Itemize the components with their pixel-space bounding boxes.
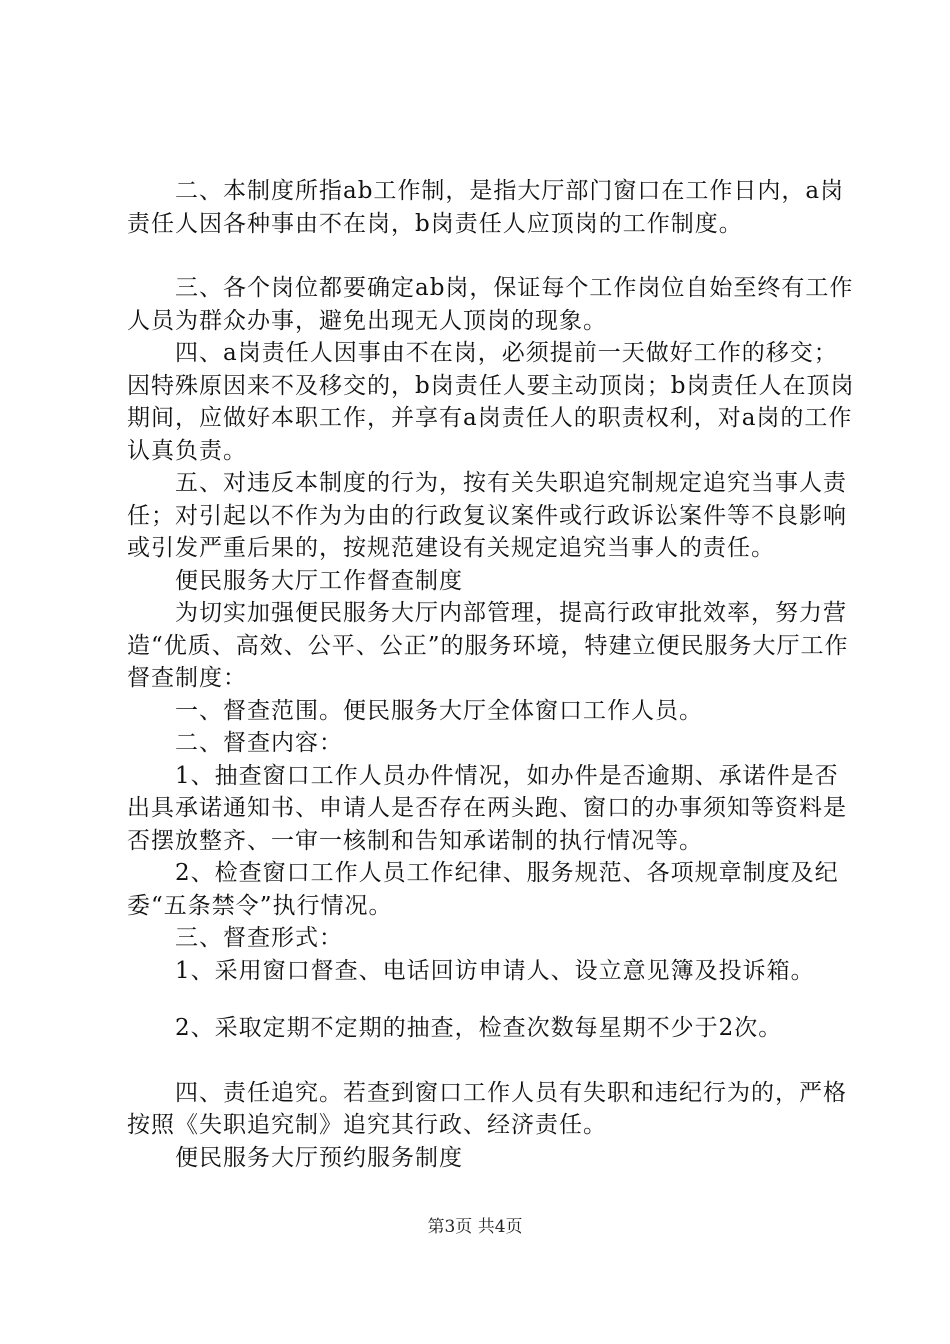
- paragraph-ab-work-system: 二、本制度所指ab工作制，是指大厅部门窗口在工作日内，a岗责任人因各种事由不在岗，b岗责任人应顶岗的工作制度。: [127, 178, 845, 237]
- paragraph-handover: 四、a岗责任人因事由不在岗，必须提前一天做好工作的移交；因特殊原因来不及移交的，b岗责任人要主动顶岗；b岗责任人在顶岗期间，应做好本职工作，并享有a岗责任人的职责权利，对a岗的工作认真负责。: [127, 340, 855, 464]
- paragraph-supervision-item-1: 1、抽查窗口工作人员办件情况，如办件是否逾期、承诺件是否出具承诺通知书、申请人是否存在两头跑、窗口的办事须知等资料是否摆放整齐、一审一核制和告知承诺制的执行情况等。: [127, 762, 847, 854]
- paragraph-supervision-item-2: 2、检查窗口工作人员工作纪律、服务规范、各项规章制度及纪委“五条禁令”执行情况。: [127, 860, 839, 919]
- paragraph-supervision-content-heading: 二、督查内容：: [127, 730, 343, 756]
- section-heading-appointment: 便民服务大厅预约服务制度: [127, 1144, 463, 1171]
- paragraph-form-item-1: 1、采用窗口督查、电话回访申请人、设立意见簿及投诉箱。: [127, 957, 815, 984]
- paragraph-gap: [127, 987, 855, 1012]
- paragraph-supervision-intro: 为切实加强便民服务大厅内部管理，提高行政审批效率，努力营造“优质、高效、公平、公正”的服务环境，特建立便民服务大厅工作督查制度：: [127, 600, 849, 691]
- paragraph-ab-positions: 三、各个岗位都要确定ab岗，保证每个工作岗位自始至终有工作人员为群众办事，避免出现无人顶岗的现象。: [127, 275, 854, 334]
- paragraph-gap: [127, 1045, 855, 1077]
- paragraph-gap: [127, 240, 855, 272]
- section-heading-supervision: 便民服务大厅工作督查制度: [127, 567, 463, 594]
- paragraph-violation: 五、对违反本制度的行为，按有关失职追究制规定追究当事人责任；对引起以不作为为由的行政复议案件或行政诉讼案件等不良影响或引发严重后果的，按规范建设有关规定追究当事人的责任。: [127, 470, 847, 561]
- paragraph-accountability: 四、责任追究。若查到窗口工作人员有失职和违纪行为的，严格按照《失职追究制》追究其行政、经济责任。: [127, 1079, 847, 1138]
- paragraph-form-item-2: 2、采取定期不定期的抽查，检查次数每星期不少于2次。: [127, 1015, 783, 1041]
- paragraph-supervision-scope: 一、督查范围。便民服务大厅全体窗口工作人员。: [127, 697, 703, 724]
- paragraph-supervision-form-heading: 三、督查形式：: [127, 925, 343, 951]
- page-footer: 第3页 共4页: [427, 1217, 523, 1237]
- document-body: [127, 175, 855, 1174]
